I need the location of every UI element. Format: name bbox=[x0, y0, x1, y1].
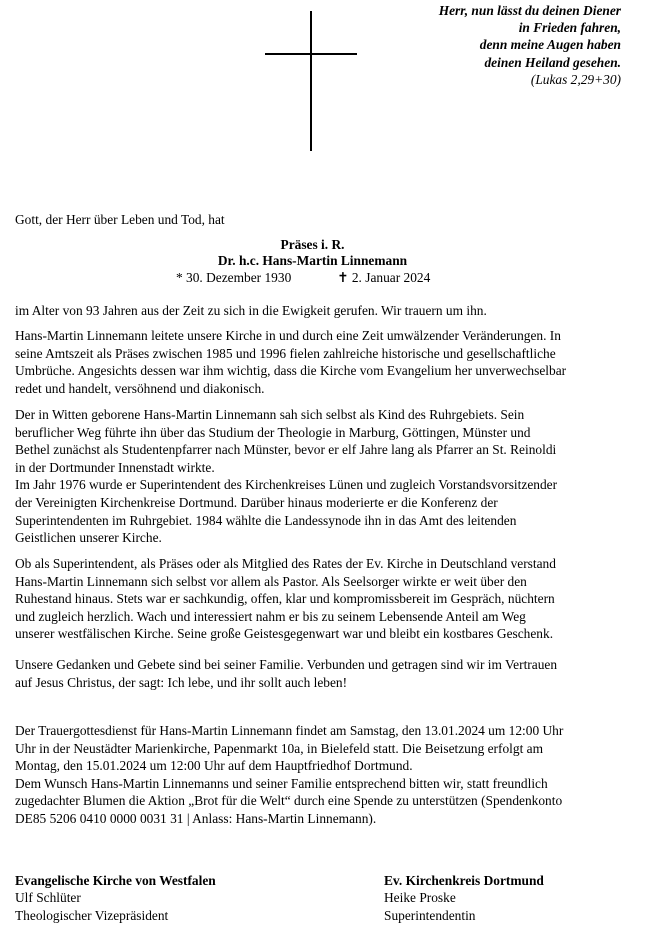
signature-left bbox=[15, 872, 216, 924]
signature-role: Theologischer Vizepräsident bbox=[15, 907, 169, 923]
signature-person: Ulf Schlüter bbox=[15, 890, 81, 906]
signature-organization: Ev. Kirchenkreis Dortmund bbox=[384, 873, 544, 888]
text-line: Ruhestand hinaus. Stets war er sachkundig, offen, klar und kompromissbereit im Gespräch, nüchtern bbox=[15, 591, 555, 607]
text-line: Im Jahr 1976 wurde er Superintendent des Kirchenkreises Lünen und zugleich Vorstandsvorsitzender bbox=[15, 477, 558, 493]
text-line: auf Jesus Christus, der sagt: Ich lebe, und ihr sollt auch leben! bbox=[15, 674, 348, 690]
text-line: zugedachter Blumen die Aktion „Brot für die Welt“ durch eine Spende zu unterstützen (Spendenkonto bbox=[15, 793, 563, 809]
text-line: Bethel zunächst als Studentenpfarrer nach Münster, bevor er elf Jahre lang als Pfarrer an St. Reinoldi bbox=[15, 442, 557, 458]
text-line: unserer westfälischen Kirche. Seine große Geistesgegenwart war und bleibt ein kostbares Geschenk. bbox=[15, 626, 554, 642]
signature-person: Heike Proske bbox=[384, 890, 456, 906]
text-line: Dem Wunsch Hans-Martin Linnemanns und seiner Familie entsprechend bitten wir, statt freundlich bbox=[15, 775, 548, 791]
verse-line: deinen Heiland gesehen. bbox=[484, 54, 621, 70]
cross-symbol bbox=[310, 11, 312, 151]
bible-verse bbox=[439, 2, 621, 88]
intro-text: Gott, der Herr über Leben und Tod, hat bbox=[15, 212, 225, 227]
text-line: Geistlichen unserer Kirche. bbox=[15, 530, 162, 546]
paragraph-leadership bbox=[15, 327, 640, 397]
announcement-text: im Alter von 93 Jahren aus der Zeit zu sich in die Ewigkeit gerufen. Wir trauern um ihn. bbox=[15, 303, 487, 318]
text-line: Umbrüche. Angesichts dessen war ihm wichtig, dass die Kirche vom Evangelium her unverwechselbar bbox=[15, 363, 567, 379]
text-line: Uhr in der Neustädter Marienkirche, Papenmarkt 10a, in Bielefeld statt. Die Beisetzung erfolgt am bbox=[15, 740, 544, 756]
death-date: ✝ 2. Januar 2024 bbox=[337, 270, 431, 285]
deceased-title: Präses i. R. bbox=[280, 237, 345, 252]
paragraph-condolence bbox=[15, 656, 640, 691]
text-line: Der Trauergottesdienst für Hans-Martin Linnemann findet am Samstag, den 13.01.2024 um 12:00 Uhr bbox=[15, 723, 564, 738]
signature-role: Superintendentin bbox=[384, 907, 476, 923]
paragraph-funeral-info bbox=[15, 722, 640, 828]
text-line: und zugleich herzlich. Wach und interessiert nahm er bis zu seinem Lebensende Anteil am Weg bbox=[15, 608, 526, 624]
text-line: Unsere Gedanken und Gebete sind bei seiner Familie. Verbunden und getragen sind wir im Vertrauen bbox=[15, 657, 558, 672]
deceased-name: Dr. h.c. Hans-Martin Linnemann bbox=[217, 253, 408, 268]
paragraph-pastor bbox=[15, 555, 640, 643]
text-line: beruflicher Weg führte ihn über das Studium der Theologie in Marburg, Göttingen, Münster und bbox=[15, 424, 531, 440]
text-line: Der in Witten geborene Hans-Martin Linnemann sah sich selbst als Kind des Ruhrgebiets. Sein bbox=[15, 407, 525, 422]
signature-organization: Evangelische Kirche von Westfalen bbox=[15, 873, 216, 888]
text-line: der Vereinigten Kirchenkreise Dortmund. Darüber hinaus moderierte er die Konferenz der bbox=[15, 494, 498, 510]
text-line: Superintendenten im Ruhrgebiet. 1984 wählte die Landessynode ihn in das Amt des leitenden bbox=[15, 512, 517, 528]
text-line: DE85 5206 0410 0000 0031 31 | Anlass: Hans-Martin Linnemann). bbox=[15, 810, 377, 826]
text-line: Ob als Superintendent, als Präses oder als Mitglied des Rates der Ev. Kirche in Deutschland verstand bbox=[15, 556, 556, 571]
signature-right bbox=[384, 872, 544, 924]
verse-reference: (Lukas 2,29+30) bbox=[530, 71, 621, 87]
text-line: in der Dortmunder Innenstadt wirkte. bbox=[15, 459, 215, 475]
verse-line: Herr, nun lässt du deinen Diener bbox=[438, 3, 621, 18]
verse-line: in Frieden fahren, bbox=[518, 20, 621, 36]
text-line: Hans-Martin Linnemann leitete unsere Kirche in und durch eine Zeit umwälzender Veränderungen. In bbox=[15, 328, 561, 343]
verse-line: denn meine Augen haben bbox=[479, 37, 621, 53]
life-dates bbox=[176, 269, 430, 287]
text-line: seine Amtszeit als Präses zwischen 1985 und 1996 fielen zahlreiche historische und gesellschaftliche bbox=[15, 345, 556, 361]
birth-date: * 30. Dezember 1930 bbox=[176, 270, 292, 285]
text-line: Hans-Martin Linnemann sich selbst vor allem als Pastor. Als Seelsorger wirkte er weit über den bbox=[15, 573, 527, 589]
text-line: Montag, den 15.01.2024 um 12:00 Uhr auf dem Hauptfriedhof Dortmund. bbox=[15, 758, 413, 774]
paragraph-biography bbox=[15, 406, 640, 547]
cross-symbol-bar bbox=[265, 53, 357, 55]
text-line: redet und handelt, versöhnend und diakonisch. bbox=[15, 380, 265, 396]
